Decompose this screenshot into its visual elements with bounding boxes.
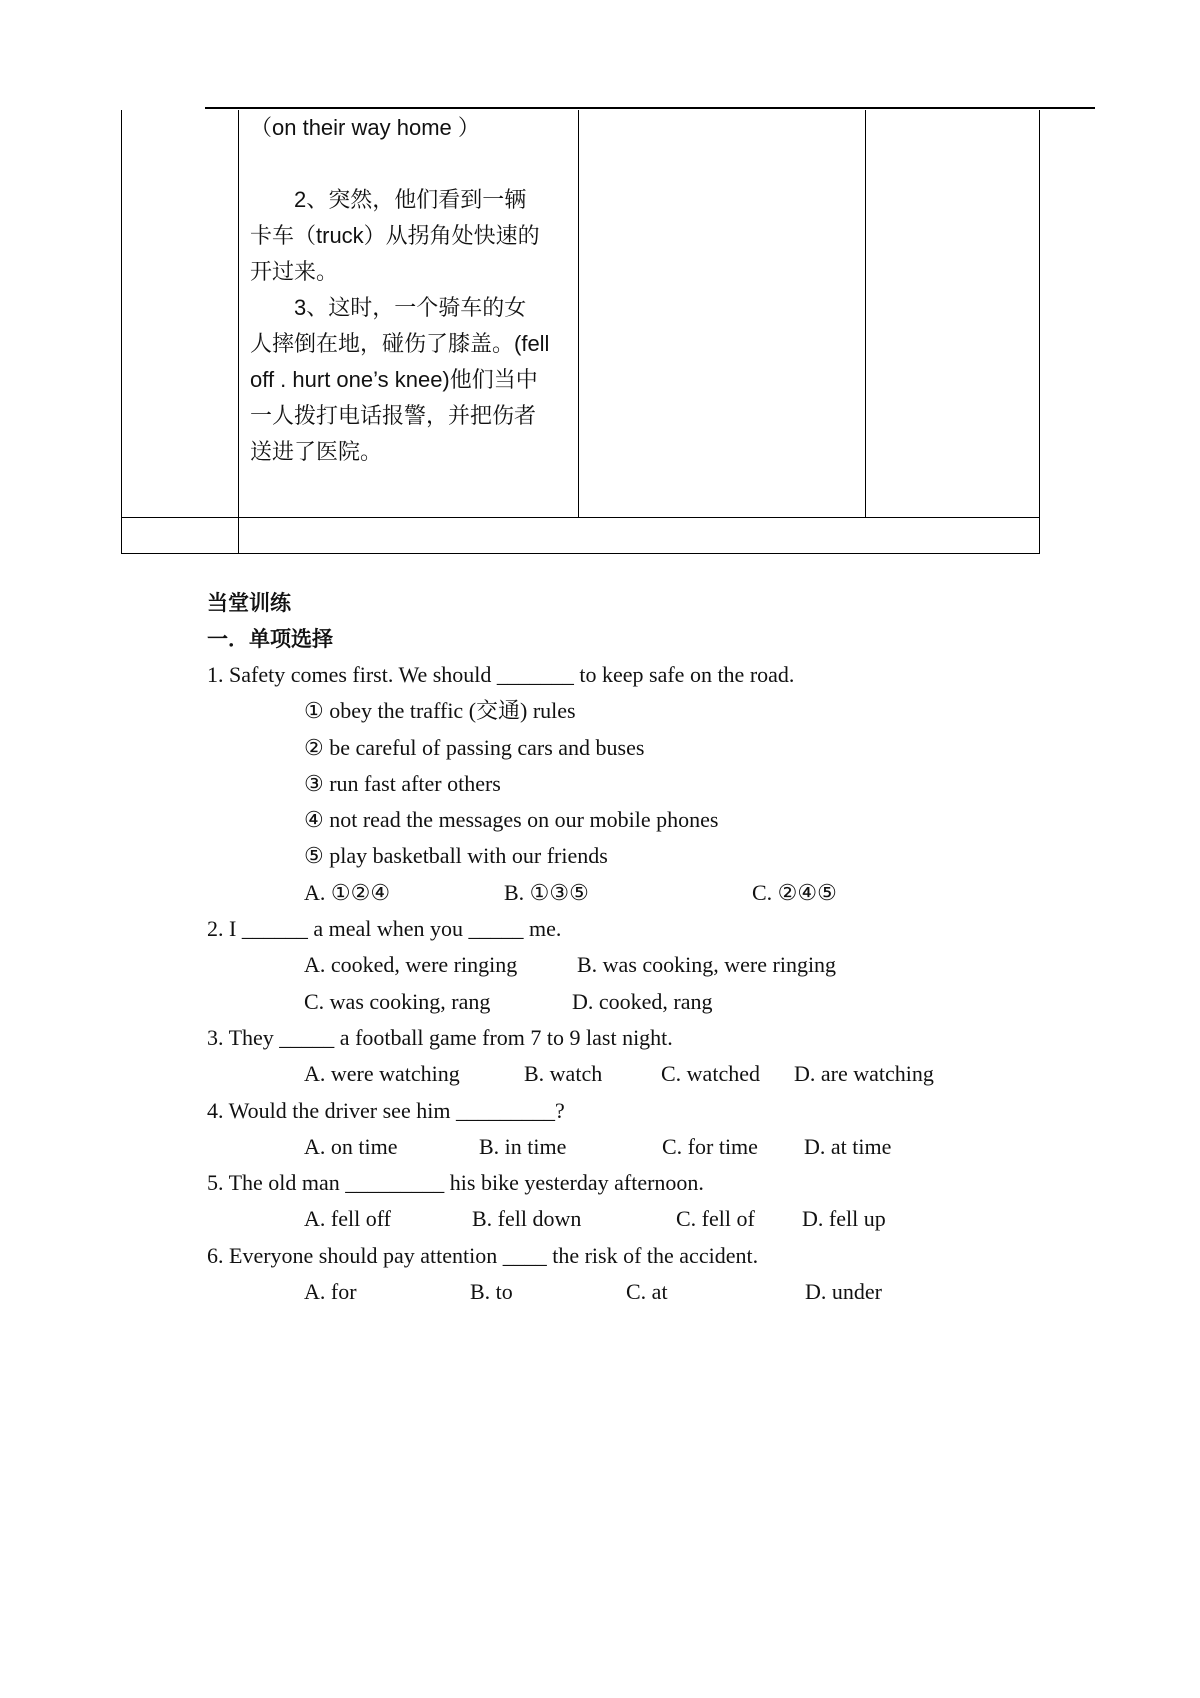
cell-line: 开过来。 — [250, 259, 339, 284]
question-1-item: ⑤ play basketball with our friends — [304, 843, 608, 869]
option-b: B. fell down — [472, 1206, 582, 1232]
question-1-item: ④ not read the messages on our mobile phones — [304, 807, 719, 833]
option-b: B. to — [470, 1279, 513, 1305]
option-b: B. ①③⑤ — [504, 879, 589, 905]
question-2-stem: 2. I ______ a meal when you _____ me. — [207, 916, 562, 942]
question-6-options — [207, 1274, 1107, 1310]
question-1-stem: 1. Safety comes first. We should _______ to keep safe on the road. — [207, 662, 795, 687]
question-1-item: ③ run fast after others — [304, 770, 501, 796]
question-5-options — [207, 1201, 1107, 1237]
exercise-section — [207, 585, 1107, 1310]
question-1-item: ② be careful of passing cars and buses — [304, 734, 645, 760]
option-a: A. cooked, were ringing — [304, 952, 518, 978]
cell-line: off . hurt one’s knee)他们当中 — [250, 367, 538, 392]
option-a: A. ①②④ — [304, 879, 391, 905]
question-1-options — [207, 875, 1107, 911]
option-c: C. was cooking, rang — [304, 988, 491, 1014]
question-4-stem: 4. Would the driver see him _________? — [207, 1097, 565, 1123]
cell-line: 2、突然，他们看到一辆 — [294, 187, 527, 212]
option-a: A. on time — [304, 1133, 398, 1159]
option-c: C. for time — [662, 1133, 758, 1159]
option-c: C. ②④⑤ — [752, 879, 837, 905]
question-3-options — [207, 1056, 1107, 1092]
table-row-divider — [121, 517, 1040, 518]
option-a: A. for — [304, 1279, 357, 1305]
option-a: A. fell off — [304, 1206, 391, 1232]
table-border-bottom — [121, 553, 1040, 554]
cell-line: 一人拨打电话报警，并把伤者 — [250, 403, 537, 428]
option-d: D. at time — [804, 1133, 892, 1159]
question-3-stem: 3. They _____ a football game from 7 to 9 last night. — [207, 1024, 673, 1050]
option-d: D. fell up — [802, 1206, 886, 1232]
option-d: D. cooked, rang — [572, 988, 713, 1014]
table-col-divider-3 — [865, 110, 866, 518]
question-2-options-row1 — [207, 947, 1107, 983]
section-subtitle: 一．单项选择 — [207, 627, 333, 651]
option-a: A. were watching — [304, 1061, 460, 1087]
question-2-options-row2 — [207, 984, 1107, 1020]
cell-blank-line — [250, 146, 570, 182]
cell-line: 卡车（truck）从拐角处快速的 — [250, 223, 540, 248]
option-b: B. watch — [524, 1061, 603, 1087]
table-border-right — [1039, 110, 1040, 553]
table-cell-content — [250, 110, 570, 470]
table-col-divider-1 — [238, 110, 239, 553]
option-c: C. at — [626, 1279, 668, 1305]
cell-line: 送进了医院。 — [250, 439, 383, 464]
section-title: 当堂训练 — [207, 591, 291, 615]
option-b: B. was cooking, were ringing — [577, 952, 837, 978]
table-border-left — [121, 110, 122, 553]
cell-line: 人摔倒在地，碰伤了膝盖。(fell — [250, 331, 550, 356]
option-d: D. under — [805, 1279, 882, 1305]
question-5-stem: 5. The old man _________ his bike yesterday afternoon. — [207, 1170, 704, 1196]
option-d: D. are watching — [794, 1061, 934, 1087]
question-6-stem: 6. Everyone should pay attention ____ the risk of the accident. — [207, 1242, 759, 1268]
option-b: B. in time — [479, 1133, 567, 1159]
option-c: C. fell of — [676, 1206, 755, 1232]
table-col-divider-2 — [578, 110, 579, 518]
cell-line: 3、这时，一个骑车的女 — [294, 295, 527, 320]
option-c: C. watched — [661, 1061, 760, 1087]
question-1-item: ① obey the traffic (交通) rules — [304, 698, 576, 724]
question-4-options — [207, 1129, 1107, 1165]
top-rule — [205, 107, 1095, 109]
cell-line: （on their way home ） — [250, 115, 480, 140]
